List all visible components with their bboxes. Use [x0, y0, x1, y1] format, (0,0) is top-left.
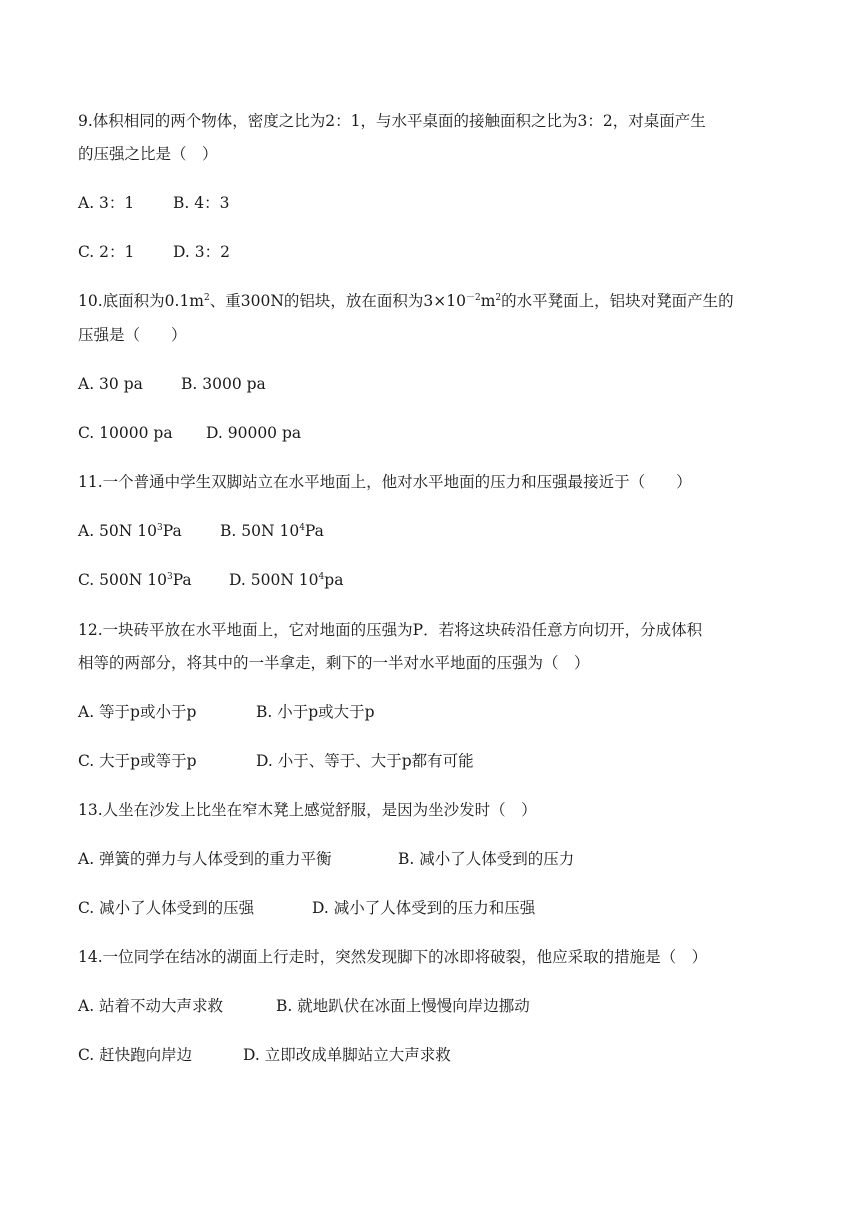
question-12-stem-line2: 相等的两部分，将其中的一半拿走，剩下的一半对水平地面的压强为（ ）	[78, 654, 590, 672]
question-10-stem-line2: 压强是（ ）	[78, 326, 187, 344]
question-12-option-c: C. 大于p或等于p	[78, 752, 197, 770]
question-11-option-b: B. 50N $10^4Pa$	[220, 522, 324, 540]
question-14-option-b: B. 就地趴伏在冰面上慢慢向岸边挪动	[276, 997, 530, 1015]
question-14-option-a: A. 站着不动大声求救	[78, 997, 224, 1015]
question-9-options-row1	[78, 192, 229, 214]
question-13-options-row1	[78, 848, 574, 870]
question-9-option-b: B. 4：3	[173, 194, 230, 212]
question-10-option-b: B. 3000 pa	[181, 375, 266, 393]
question-10-stem-line1: 10.底面积为$0.1m^2$、重300N的铝块，放在面积为$3\times 10^{-2}m^2$的水平凳面上，铝块对凳面产生的	[78, 292, 734, 310]
question-12-option-a: A. 等于p或小于p	[78, 703, 197, 721]
question-13-option-c: C. 减小了人体受到的压强	[78, 899, 255, 917]
question-9-stem-line1: 9.体积相同的两个物体，密度之比为2：1，与水平桌面的接触面积之比为3：2，对桌面产生	[78, 112, 706, 130]
question-9-stem-line2: 的压强之比是（ ）	[78, 145, 218, 163]
question-10-option-d: D. 90000 pa	[206, 424, 302, 442]
question-14-option-d: D. 立即改成单脚站立大声求救	[243, 1046, 451, 1064]
question-11-options-row1	[78, 520, 324, 542]
question-11-stem-line1: 11.一个普通中学生双脚站立在水平地面上，他对水平地面的压力和压强最接近于（ ）	[78, 473, 692, 491]
question-12-options-row1	[78, 701, 375, 723]
question-13-options-row2	[78, 897, 535, 919]
question-11-option-d: D. 500N $10^4pa$	[229, 571, 344, 589]
question-9-option-a: A. 3：1	[78, 194, 135, 212]
question-9-option-d: D. 3：2	[173, 243, 230, 261]
question-11-option-c: C. 500N $10^3Pa$	[78, 571, 192, 589]
question-11-options-row2	[78, 569, 343, 591]
question-13-option-d: D. 减小了人体受到的压力和压强	[312, 899, 536, 917]
question-10-options-row1	[78, 373, 266, 395]
question-14-options-row1	[78, 995, 530, 1017]
question-12-stem-line1: 12.一块砖平放在水平地面上，它对地面的压强为P．若将这块砖沿任意方向切开，分成体积	[78, 621, 703, 639]
question-14-options-row2	[78, 1044, 451, 1066]
question-10-options-row2	[78, 422, 301, 444]
question-12-option-b: B. 小于p或大于p	[256, 703, 375, 721]
question-12-options-row2	[78, 750, 474, 772]
question-10-option-a: A. 30 pa	[78, 375, 143, 393]
question-9-options-row2	[78, 241, 230, 263]
question-11-option-a: A. 50N $10^3Pa$	[78, 522, 182, 540]
question-10-option-c: C. 10000 pa	[78, 424, 173, 442]
question-13-option-a: A. 弹簧的弹力与人体受到的重力平衡	[78, 850, 332, 868]
question-9-option-c: C. 2：1	[78, 243, 135, 261]
question-14-stem-line1: 14.一位同学在结冰的湖面上行走时，突然发现脚下的冰即将破裂，他应采取的措施是（ ）	[78, 948, 708, 966]
question-13-stem-line1: 13.人坐在沙发上比坐在窄木凳上感觉舒服，是因为坐沙发时（ ）	[78, 801, 537, 819]
question-13-option-b: B. 减小了人体受到的压力	[398, 850, 575, 868]
question-12-option-d: D. 小于、等于、大于p都有可能	[256, 752, 474, 770]
question-14-option-c: C. 赶快跑向岸边	[78, 1046, 193, 1064]
